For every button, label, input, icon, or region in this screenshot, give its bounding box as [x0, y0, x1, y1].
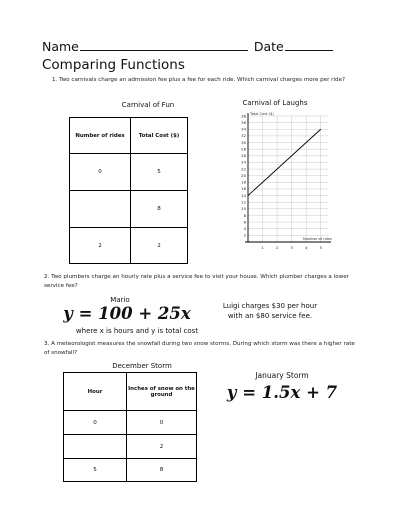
table-cell: 2 [127, 435, 197, 459]
y-tick-label: 30 [241, 139, 246, 145]
table-header-rides: Number of rides [70, 118, 131, 154]
table-row [70, 154, 188, 191]
y-tick-label: 10 [241, 206, 246, 212]
table-cell: 8 [127, 459, 197, 482]
y-tick-label: 8 [243, 212, 246, 218]
x-axis-label: Number of rides [302, 237, 332, 241]
table-cell: 2 [70, 228, 131, 264]
y-tick-label: 4 [243, 226, 246, 232]
carnival-of-laughs-chart [228, 108, 338, 258]
name-date-header [42, 39, 333, 54]
question-3-text: 3. A meteorologist measures the snowfall during two snow storms. During which storm was there a higher rate of snowfall? [44, 341, 355, 356]
table-cell: 2 [131, 228, 188, 264]
x-tick-label: 3 [290, 245, 293, 250]
x-tick-label: 1 [261, 245, 264, 250]
luigi-note-line-1: Luigi charges $30 per hour [222, 302, 318, 310]
table-row [64, 411, 197, 435]
y-tick-label: 38 [241, 113, 246, 119]
y-tick-label: 12 [241, 199, 246, 205]
y-axis-label: Total Cost ($) [250, 112, 274, 116]
x-tick-label: 4 [304, 245, 308, 250]
mario-note: where x is hours and y is total cost [75, 327, 199, 335]
carnival-of-laughs-title: Carnival of Laughs [242, 99, 308, 107]
y-tick-label: 14 [241, 192, 246, 198]
table-header-row [64, 373, 197, 411]
y-tick-label: 32 [241, 133, 246, 139]
mario-label: Mario [110, 296, 130, 304]
table-header-snow: Inches of snow on the ground [127, 373, 197, 411]
table-cell: 0 [127, 411, 197, 435]
y-tick-label: 2 [243, 232, 246, 238]
carnival-of-fun-title: Carnival of Fun [121, 101, 175, 109]
y-tick-label: 6 [243, 219, 246, 225]
table-header-hour: Hour [64, 373, 127, 411]
december-storm-table [63, 372, 197, 482]
table-row [64, 459, 197, 482]
y-tick-label: 24 [241, 159, 246, 165]
question-1-text: 1. Two carnivals charge an admission fee plus a fee for each ride. Which carnival charges more per ride? [52, 77, 345, 83]
january-storm-equation: y = 1.5x + 7 [226, 383, 338, 402]
date-label: Date [253, 39, 284, 54]
date-blank[interactable] [285, 50, 333, 51]
y-tick-label: 36 [241, 119, 246, 125]
name-blank[interactable] [80, 50, 248, 51]
table-cell: 5 [131, 154, 188, 191]
y-tick-label: 22 [241, 166, 246, 172]
carnival-of-fun-table [69, 117, 188, 264]
table-cell: 0 [70, 154, 131, 191]
table-row [70, 191, 188, 228]
mario-equation: y = 100 + 25x [63, 304, 191, 323]
table-cell: 0 [64, 411, 127, 435]
table-cell [64, 435, 127, 459]
y-tick-label: 20 [241, 172, 246, 178]
table-cell: 5 [64, 459, 127, 482]
y-tick-label: 34 [241, 126, 246, 132]
y-tick-label: 16 [241, 186, 246, 192]
y-tick-label: 18 [241, 179, 246, 185]
january-storm-label: January Storm [255, 371, 309, 380]
page-title: Comparing Functions [42, 57, 185, 73]
table-row [70, 228, 188, 264]
luigi-note-line-2: with an $80 service fee. [227, 312, 313, 320]
table-header-cost: Total Cost ($) [131, 118, 188, 154]
december-storm-title: December Storm [112, 362, 172, 370]
table-row [64, 435, 197, 459]
name-label: Name [42, 39, 79, 54]
x-tick-label: 2 [275, 245, 279, 250]
question-2-text: 2. Two plumbers charge an hourly rate plus a service fee to visit your house. Which plumber charges a lower service fee? [44, 274, 349, 289]
table-header-row [70, 118, 188, 154]
x-tick-label: 5 [319, 245, 322, 250]
table-cell: 8 [131, 191, 188, 228]
y-tick-label: 28 [241, 146, 246, 152]
table-cell [70, 191, 131, 228]
y-tick-label: 26 [241, 153, 246, 159]
